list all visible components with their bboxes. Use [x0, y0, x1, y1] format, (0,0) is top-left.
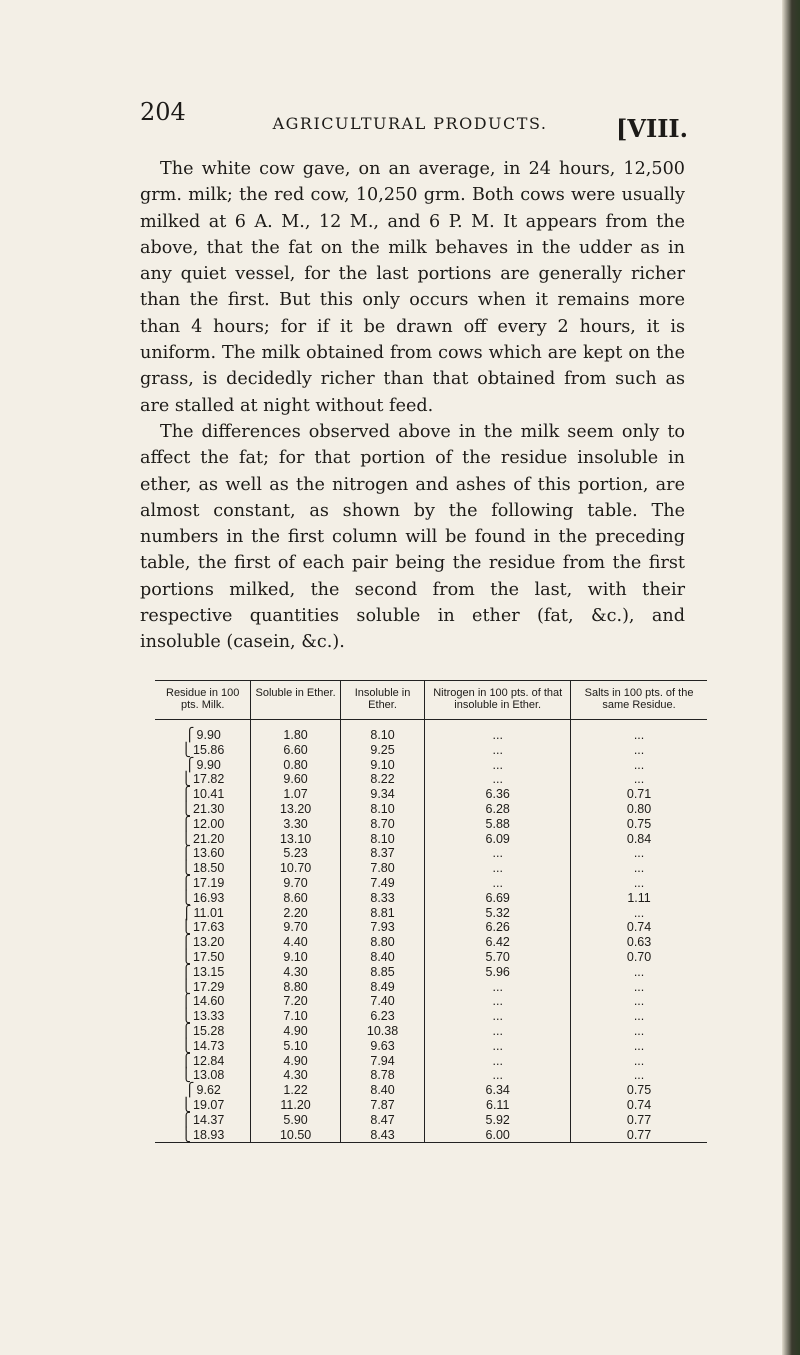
nitrogen-value: 6.34	[425, 1083, 571, 1098]
insoluble-value: 9.63	[340, 1039, 425, 1054]
brace-mark: ⎧	[184, 1082, 195, 1098]
brace-mark: ⎩	[181, 800, 192, 816]
nitrogen-value: ...	[425, 861, 571, 876]
nitrogen-value: ...	[425, 772, 571, 787]
insoluble-value: 8.47	[340, 1113, 425, 1128]
insoluble-value: 8.40	[340, 950, 425, 965]
table-row	[155, 1098, 707, 1113]
salts-value: 0.74	[571, 1098, 707, 1113]
residue-value: 12.84	[193, 1053, 225, 1068]
insoluble-value: 8.78	[340, 1068, 425, 1083]
residue-value: 17.50	[193, 949, 225, 964]
insoluble-value: 9.25	[340, 743, 425, 758]
residue-value: 21.30	[193, 801, 225, 816]
brace-mark: ⎧	[181, 786, 192, 802]
insoluble-value: 8.10	[340, 802, 425, 817]
header-salts: Salts in 100 pts. of the same Residue.	[571, 681, 707, 720]
salts-value: 0.84	[571, 832, 707, 847]
residue-cell	[155, 861, 251, 876]
soluble-value: 11.20	[251, 1098, 340, 1113]
residue-cell	[155, 1009, 251, 1024]
insoluble-value: 7.49	[340, 876, 425, 891]
table-row	[155, 1083, 707, 1098]
table-row	[155, 876, 707, 891]
nitrogen-value: ...	[425, 758, 571, 773]
table-row	[155, 802, 707, 817]
running-title: AGRICULTURAL PRODUCTS.	[272, 114, 548, 133]
soluble-value: 9.10	[251, 950, 340, 965]
soluble-value: 13.20	[251, 802, 340, 817]
nitrogen-value: ...	[425, 994, 571, 1009]
residue-cell	[155, 1083, 251, 1098]
soluble-value: 0.80	[251, 758, 340, 773]
residue-cell	[155, 772, 251, 787]
brace-mark: ⎩	[181, 771, 192, 787]
residue-value: 14.37	[193, 1112, 225, 1127]
table-row	[155, 1128, 707, 1143]
salts-value: 0.80	[571, 802, 707, 817]
nitrogen-value: 6.11	[425, 1098, 571, 1113]
salts-value: ...	[571, 980, 707, 995]
table-row	[155, 743, 707, 758]
nitrogen-value: 5.92	[425, 1113, 571, 1128]
residue-cell	[155, 720, 251, 743]
soluble-value: 9.70	[251, 876, 340, 891]
insoluble-value: 6.23	[340, 1009, 425, 1024]
residue-cell	[155, 787, 251, 802]
soluble-value: 10.50	[251, 1128, 340, 1143]
soluble-value: 1.22	[251, 1083, 340, 1098]
header-residue: Residue in 100 pts. Milk.	[155, 681, 251, 720]
table-row	[155, 1068, 707, 1083]
header-insoluble: Insoluble in Ether.	[340, 681, 425, 720]
insoluble-value: 7.40	[340, 994, 425, 1009]
insoluble-value: 8.22	[340, 772, 425, 787]
residue-value: 15.86	[193, 742, 225, 757]
salts-value: ...	[571, 994, 707, 1009]
salts-value: ...	[571, 720, 707, 743]
soluble-value: 2.20	[251, 906, 340, 921]
residue-value: 14.73	[193, 1038, 225, 1053]
salts-value: 0.74	[571, 920, 707, 935]
table-row	[155, 1024, 707, 1039]
table-header-row	[155, 681, 707, 720]
table-row	[155, 920, 707, 935]
table-row	[155, 846, 707, 861]
residue-value: 11.01	[193, 905, 224, 920]
residue-cell	[155, 817, 251, 832]
soluble-value: 8.80	[251, 980, 340, 995]
salts-value: ...	[571, 906, 707, 921]
brace-mark: ⎧	[184, 756, 195, 772]
residue-cell	[155, 1098, 251, 1113]
soluble-value: 4.90	[251, 1024, 340, 1039]
residue-cell	[155, 876, 251, 891]
brace-mark: ⎩	[181, 978, 192, 994]
nitrogen-value: 5.96	[425, 965, 571, 980]
soluble-value: 5.23	[251, 846, 340, 861]
table-row	[155, 772, 707, 787]
salts-value: ...	[571, 861, 707, 876]
brace-mark: ⎧	[181, 845, 192, 861]
milk-analysis-table	[155, 680, 707, 1143]
residue-cell	[155, 980, 251, 995]
residue-cell	[155, 965, 251, 980]
table-row	[155, 1009, 707, 1024]
brace-mark: ⎧	[181, 904, 192, 920]
residue-value: 17.19	[193, 875, 225, 890]
residue-value: 17.29	[193, 979, 225, 994]
residue-cell	[155, 1054, 251, 1069]
nitrogen-value: ...	[425, 980, 571, 995]
salts-value: ...	[571, 772, 707, 787]
nitrogen-value: 5.32	[425, 906, 571, 921]
brace-mark: ⎧	[181, 815, 192, 831]
table-row	[155, 935, 707, 950]
brace-mark: ⎩	[181, 1067, 192, 1083]
table-row	[155, 891, 707, 906]
salts-value: ...	[571, 758, 707, 773]
residue-cell	[155, 758, 251, 773]
brace-mark: ⎧	[181, 874, 192, 890]
salts-value: ...	[571, 846, 707, 861]
brace-mark: ⎩	[181, 830, 192, 846]
salts-value: ...	[571, 965, 707, 980]
insoluble-value: 8.80	[340, 935, 425, 950]
page-edge-shadow	[782, 0, 800, 1355]
table-row	[155, 861, 707, 876]
insoluble-value: 9.10	[340, 758, 425, 773]
table-row	[155, 965, 707, 980]
table-row	[155, 720, 707, 743]
salts-value: 0.70	[571, 950, 707, 965]
salts-value: ...	[571, 1009, 707, 1024]
table-row	[155, 758, 707, 773]
salts-value: 1.11	[571, 891, 707, 906]
brace-mark: ⎩	[181, 1037, 192, 1053]
salts-value: 0.63	[571, 935, 707, 950]
soluble-value: 7.20	[251, 994, 340, 1009]
brace-mark: ⎧	[181, 1022, 192, 1038]
table-row	[155, 1113, 707, 1128]
residue-value: 16.93	[193, 890, 225, 905]
soluble-value: 8.60	[251, 891, 340, 906]
residue-value: 17.82	[193, 772, 225, 787]
brace-mark: ⎩	[181, 741, 192, 757]
residue-value: 9.90	[196, 757, 221, 772]
table-row	[155, 950, 707, 965]
residue-value: 18.93	[193, 1127, 225, 1142]
soluble-value: 9.70	[251, 920, 340, 935]
residue-cell	[155, 1024, 251, 1039]
nitrogen-value: 6.09	[425, 832, 571, 847]
insoluble-value: 8.10	[340, 832, 425, 847]
residue-value: 17.63	[193, 920, 225, 935]
nitrogen-value: ...	[425, 1054, 571, 1069]
nitrogen-value: 5.88	[425, 817, 571, 832]
salts-value: ...	[571, 1039, 707, 1054]
residue-cell	[155, 832, 251, 847]
brace-mark: ⎧	[181, 934, 192, 950]
residue-value: 15.28	[193, 1023, 225, 1038]
soluble-value: 4.40	[251, 935, 340, 950]
table-row	[155, 906, 707, 921]
page-header	[140, 92, 688, 143]
insoluble-value: 8.81	[340, 906, 425, 921]
soluble-value: 1.07	[251, 787, 340, 802]
salts-value: 0.77	[571, 1113, 707, 1128]
residue-value: 9.62	[196, 1083, 221, 1098]
residue-value: 13.08	[193, 1068, 225, 1083]
residue-cell	[155, 920, 251, 935]
table-row	[155, 980, 707, 995]
residue-cell	[155, 950, 251, 965]
residue-value: 13.20	[193, 935, 225, 950]
soluble-value: 9.60	[251, 772, 340, 787]
residue-value: 13.33	[193, 1009, 225, 1024]
insoluble-value: 7.94	[340, 1054, 425, 1069]
residue-value: 13.15	[193, 964, 225, 979]
nitrogen-value: ...	[425, 1009, 571, 1024]
residue-cell	[155, 743, 251, 758]
salts-value: ...	[571, 1024, 707, 1039]
brace-mark: ⎩	[181, 1126, 192, 1142]
residue-value: 21.20	[193, 831, 225, 846]
residue-cell	[155, 846, 251, 861]
table-row	[155, 787, 707, 802]
insoluble-value: 7.87	[340, 1098, 425, 1113]
table-row	[155, 817, 707, 832]
insoluble-value: 8.40	[340, 1083, 425, 1098]
salts-value: 0.75	[571, 1083, 707, 1098]
residue-value: 19.07	[193, 1097, 225, 1112]
paragraph-1: The white cow gave, on an average, in 24 hours, 12,500 grm. milk; the red cow, 10,250 grm. Both cows were usually milked at 6 A. M., 12 M., and 6 P. M. It appears from the above, that the fat on the milk behaves in the udder as in any quiet vessel, for the last portions are generally richer than the first. But this only occurs when it remains more than 4 hours; for if it be drawn off every 2 hours, it is uniform. The milk obtained from cows which are kept on the grass, is decidedly richer than that obtained from such as are stalled at night without feed.	[140, 159, 685, 416]
brace-mark: ⎧	[184, 727, 195, 742]
nitrogen-value: ...	[425, 1039, 571, 1054]
nitrogen-value: ...	[425, 846, 571, 861]
table-body	[155, 720, 707, 1143]
brace-mark: ⎧	[181, 1052, 192, 1068]
paragraph-2: The differences observed above in the milk seem only to affect the fat; for that portion of the residue insoluble in ether, as well as the nitrogen and ashes of this portion, are almost constant, as shown by the following table. The numbers in the first column will be found in the preceding table, the first of each pair being the residue from the first portions milked, the second from the last, with their respective quantities soluble in ether (fat, &c.), and insoluble (casein, &c.).	[140, 421, 685, 653]
residue-value: 12.00	[193, 816, 225, 831]
soluble-value: 5.10	[251, 1039, 340, 1054]
brace-mark: ⎩	[181, 860, 192, 876]
residue-value: 18.50	[193, 861, 225, 876]
insoluble-value: 7.93	[340, 920, 425, 935]
nitrogen-value: ...	[425, 1024, 571, 1039]
nitrogen-value: 6.36	[425, 787, 571, 802]
insoluble-value: 10.38	[340, 1024, 425, 1039]
insoluble-value: 8.70	[340, 817, 425, 832]
brace-mark: ⎩	[181, 948, 192, 964]
brace-mark: ⎩	[181, 1096, 192, 1112]
salts-value: ...	[571, 1054, 707, 1069]
nitrogen-value: 6.69	[425, 891, 571, 906]
salts-value: ...	[571, 876, 707, 891]
soluble-value: 1.80	[251, 720, 340, 743]
insoluble-value: 8.85	[340, 965, 425, 980]
salts-value: ...	[571, 1068, 707, 1083]
table-row	[155, 1054, 707, 1069]
soluble-value: 4.30	[251, 965, 340, 980]
nitrogen-value: ...	[425, 876, 571, 891]
residue-cell	[155, 994, 251, 1009]
salts-value: ...	[571, 743, 707, 758]
nitrogen-value: 5.70	[425, 950, 571, 965]
soluble-value: 6.60	[251, 743, 340, 758]
residue-value: 13.60	[193, 846, 225, 861]
nitrogen-value: ...	[425, 1068, 571, 1083]
insoluble-value: 8.10	[340, 720, 425, 743]
insoluble-value: 9.34	[340, 787, 425, 802]
table-row	[155, 994, 707, 1009]
brace-mark: ⎩	[181, 889, 192, 905]
residue-value: 14.60	[193, 994, 225, 1009]
residue-value: 10.41	[193, 787, 225, 802]
insoluble-value: 8.43	[340, 1128, 425, 1143]
body-text	[140, 156, 685, 656]
nitrogen-value: 6.42	[425, 935, 571, 950]
page-number: 204	[140, 98, 186, 126]
residue-cell	[155, 1039, 251, 1054]
soluble-value: 4.90	[251, 1054, 340, 1069]
insoluble-value: 7.80	[340, 861, 425, 876]
table-row	[155, 832, 707, 847]
residue-cell	[155, 1128, 251, 1143]
residue-cell	[155, 891, 251, 906]
soluble-value: 13.10	[251, 832, 340, 847]
header-soluble: Soluble in Ether.	[251, 681, 340, 720]
residue-value: 9.90	[196, 728, 221, 742]
soluble-value: 3.30	[251, 817, 340, 832]
salts-value: 0.75	[571, 817, 707, 832]
nitrogen-value: 6.28	[425, 802, 571, 817]
residue-cell	[155, 906, 251, 921]
nitrogen-value: 6.00	[425, 1128, 571, 1143]
brace-mark: ⎧	[181, 993, 192, 1009]
residue-cell	[155, 1113, 251, 1128]
insoluble-value: 8.49	[340, 980, 425, 995]
salts-value: 0.77	[571, 1128, 707, 1143]
brace-mark: ⎧	[181, 1111, 192, 1127]
residue-cell	[155, 802, 251, 817]
residue-cell	[155, 935, 251, 950]
soluble-value: 7.10	[251, 1009, 340, 1024]
soluble-value: 5.90	[251, 1113, 340, 1128]
brace-mark: ⎩	[181, 1008, 192, 1024]
soluble-value: 4.30	[251, 1068, 340, 1083]
residue-cell	[155, 1068, 251, 1083]
chapter-marker: [VIII.	[615, 114, 688, 143]
nitrogen-value: ...	[425, 720, 571, 743]
insoluble-value: 8.37	[340, 846, 425, 861]
nitrogen-value: ...	[425, 743, 571, 758]
table-row	[155, 1039, 707, 1054]
insoluble-value: 8.33	[340, 891, 425, 906]
brace-mark: ⎩	[181, 919, 192, 935]
brace-mark: ⎧	[181, 963, 192, 979]
soluble-value: 10.70	[251, 861, 340, 876]
salts-value: 0.71	[571, 787, 707, 802]
header-nitrogen: Nitrogen in 100 pts. of that insoluble in Ether.	[425, 681, 571, 720]
nitrogen-value: 6.26	[425, 920, 571, 935]
